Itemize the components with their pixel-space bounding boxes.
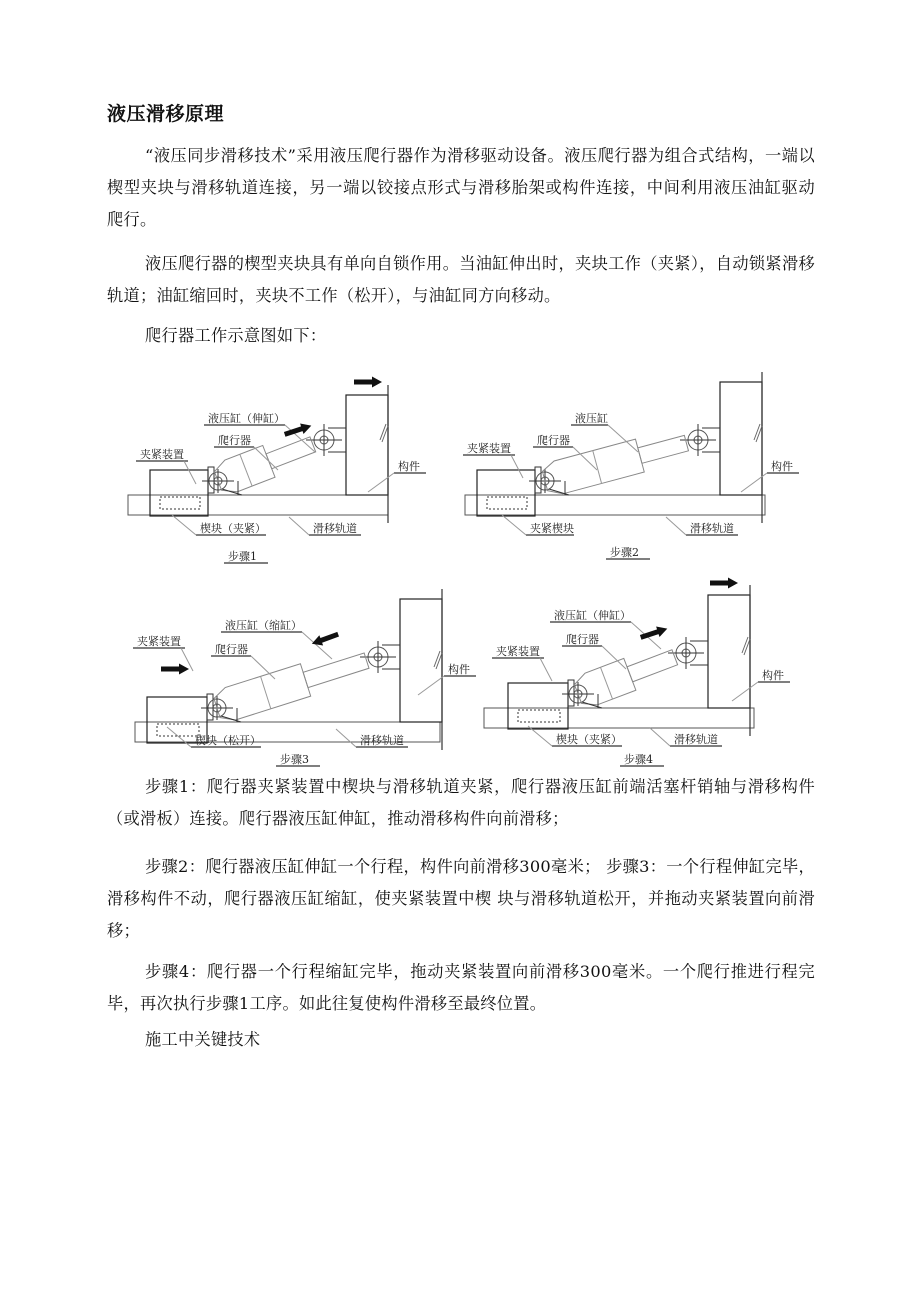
- member-direction-arrow: [354, 377, 382, 388]
- label-slide-rail: 滑移轨道: [313, 522, 357, 535]
- label-clamp-device: 夹紧装置: [137, 635, 181, 648]
- leader-line: [184, 461, 196, 484]
- leader-line: [167, 727, 191, 747]
- break-mark: [756, 426, 762, 442]
- cylinder-body: [541, 439, 645, 497]
- member-block: [400, 599, 442, 722]
- paragraph-key-tech: 施工中关键技术: [145, 1030, 261, 1049]
- label-member: 构件: [771, 460, 793, 473]
- break-mark: [434, 651, 440, 667]
- member-direction-arrow: [710, 578, 738, 589]
- leader-line: [732, 682, 758, 701]
- support-line: [582, 702, 602, 708]
- paragraph-figure-intro: 爬行器工作示意图如下：: [145, 326, 327, 345]
- leader-line: [666, 517, 686, 535]
- leader-line: [502, 515, 526, 535]
- leader-line: [368, 473, 394, 492]
- panel-caption: 步骤4: [624, 753, 653, 766]
- hydraulic-cylinder: [572, 641, 681, 710]
- cylinder-body: [212, 445, 275, 496]
- piston-rod: [303, 653, 369, 688]
- leader-line: [336, 729, 356, 747]
- label-slide-rail: 滑移轨道: [674, 733, 718, 746]
- cylinder-divider: [600, 667, 612, 699]
- wedge-block: [157, 724, 199, 736]
- piston-rod: [266, 437, 316, 469]
- break-mark: [744, 639, 750, 655]
- cylinder-body: [572, 658, 636, 709]
- label-member: 构件: [448, 663, 470, 676]
- label-slide-rail: 滑移轨道: [360, 734, 404, 747]
- member-block: [708, 595, 750, 708]
- leader-line: [418, 676, 444, 695]
- leader-line: [540, 658, 552, 681]
- break-mark: [382, 426, 388, 442]
- label-wedge: 楔块（夹紧）: [556, 733, 622, 746]
- break-mark: [754, 424, 760, 440]
- panel-caption: 步骤2: [610, 546, 639, 559]
- break-mark: [436, 653, 442, 669]
- diagram-panel-step1: [128, 377, 426, 564]
- leader-line: [741, 473, 767, 492]
- leader-line: [608, 425, 638, 452]
- member-block: [346, 395, 388, 495]
- label-crawler: 爬行器: [215, 643, 248, 656]
- label-member: 构件: [762, 669, 784, 682]
- slide-rail: [128, 495, 388, 515]
- member-direction-arrow-shape: [354, 377, 382, 388]
- paragraph-step2-3: 步骤2：爬行器液压缸伸缸一个行程，构件向前滑移300毫米； 步骤3：一个行程伸缸完毕，滑移构件不动，爬行器液压缸缩缸，使夹紧装置中楔 块与滑移轨道松开，并拖动夹紧装置向前滑移；: [107, 857, 815, 940]
- cylinder-divider: [261, 676, 271, 708]
- piston-rod: [627, 650, 678, 682]
- cylinder-direction-arrow: [310, 629, 340, 649]
- section-heading: 液压滑移原理: [107, 103, 225, 125]
- label-wedge: 楔块（松开）: [195, 734, 261, 747]
- diagram-panel-step4: [484, 578, 790, 767]
- cylinder-body: [212, 664, 311, 724]
- crawler-working-diagram: [0, 360, 920, 770]
- label-clamp-device: 夹紧装置: [496, 645, 540, 658]
- panel-caption: 步骤1: [228, 550, 257, 563]
- diagram-panel-step2: [463, 372, 799, 559]
- leader-line: [289, 517, 309, 535]
- slide-rail: [465, 495, 765, 515]
- label-member: 构件: [398, 460, 420, 473]
- label-crawler: 爬行器: [218, 434, 251, 447]
- label-wedge: 楔块（夹紧）: [200, 522, 266, 535]
- wedge-block: [160, 497, 200, 509]
- paragraph-intro: “液压同步滑移技术”采用液压爬行器作为滑移驱动设备。液压爬行器为组合式结构，一端以楔型夹块与滑移轨道连接，另一端以铰接点形式与滑移胎架或构件连接，中间利用液压油缸驱动爬行。: [107, 146, 815, 229]
- cylinder-divider: [240, 454, 252, 486]
- paragraph-step1: 步骤1：爬行器夹紧装置中楔块与滑移轨道夹紧，爬行器液压缸前端活塞杆销轴与滑移构件（或滑板）连接。爬行器液压缸伸缸，推动滑移构件向前滑移；: [107, 777, 815, 828]
- paragraph-wedge-lock: 液压爬行器的楔型夹块具有单向自锁作用。当油缸伸出时，夹块工作（夹紧），自动锁紧滑移轨道；油缸缩回时，夹块不工作（松开），与油缸同方向移动。: [107, 254, 815, 305]
- label-hydraulic-cylinder: 液压缸: [575, 412, 608, 425]
- member-direction-arrow-shape: [710, 578, 738, 589]
- support-line: [222, 489, 242, 495]
- label-hydraulic-cylinder: 液压缸（缩缸）: [225, 619, 302, 632]
- label-hydraulic-cylinder: 液压缸（伸缸）: [208, 412, 285, 425]
- label-slide-rail: 滑移轨道: [690, 522, 734, 535]
- leader-line: [511, 455, 523, 478]
- break-mark: [742, 637, 748, 653]
- clamp-direction-arrow-shape: [161, 664, 189, 675]
- slide-rail: [484, 708, 754, 728]
- wedge-block: [518, 710, 560, 722]
- wedge-block: [487, 497, 527, 509]
- label-crawler: 爬行器: [566, 633, 599, 646]
- clamp-direction-arrow: [161, 664, 189, 675]
- label-hydraulic-cylinder: 液压缸（伸缸）: [554, 609, 631, 622]
- member-block: [720, 382, 762, 495]
- leader-line: [650, 728, 670, 746]
- diagram-panel-step3: [133, 589, 476, 766]
- leader-line: [172, 515, 196, 535]
- label-crawler: 爬行器: [537, 434, 570, 447]
- label-wedge: 夹紧楔块: [530, 522, 574, 535]
- panel-caption: 步骤3: [280, 753, 309, 766]
- cylinder-direction-arrow-shape: [310, 629, 340, 649]
- label-clamp-device: 夹紧装置: [467, 442, 511, 455]
- paragraph-step4: 步骤4：爬行器一个行程缩缸完毕，拖动夹紧装置向前滑移300毫米。一个爬行推进行程完毕，再次执行步骤1工序。如此往复使构件滑移至最终位置。: [107, 962, 815, 1013]
- break-mark: [380, 424, 386, 440]
- label-clamp-device: 夹紧装置: [140, 448, 184, 461]
